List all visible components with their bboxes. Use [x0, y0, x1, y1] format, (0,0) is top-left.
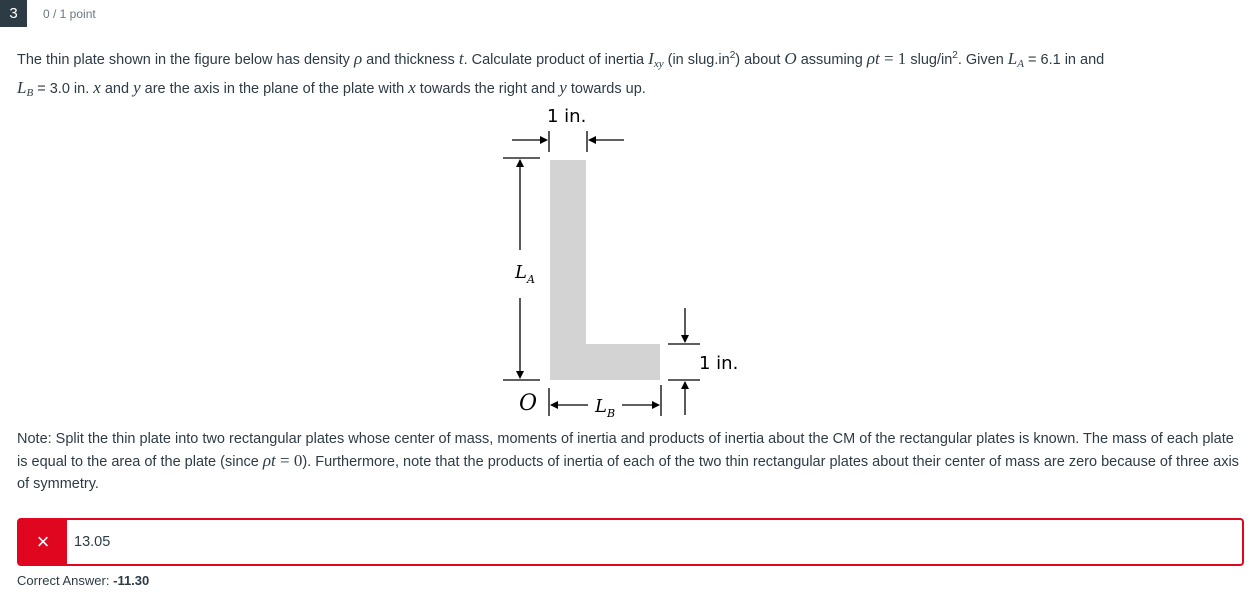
correct-answer	[17, 573, 149, 588]
answer-input[interactable]	[17, 518, 1244, 566]
question-number: 3	[0, 0, 27, 27]
points-label: 0 / 1 point	[43, 7, 96, 21]
correct-answer-value: -11.30	[113, 573, 150, 588]
lb-label: $L_B$	[595, 396, 616, 420]
correct-answer-label: Correct Answer:	[17, 573, 110, 588]
l-plate-figure	[500, 100, 750, 430]
right-width-label: 1 in.	[699, 353, 739, 374]
top-width-label: 1 in.	[547, 106, 587, 127]
l-plate	[550, 160, 660, 380]
close-icon: ×	[19, 520, 67, 564]
la-label: $L_A$	[515, 262, 535, 286]
question-text: The thin plate shown in the figure below has density ρ and thickness t. Calculate product of inertia $I_{xy}$ (in $slug.in^2$) about O assuming ρt = 1 slug/$in^2$. Given $L_A = 6.1$ in and $L_B = 3.0$ in. x and y are the axis in the plane of the plate with x towards the right and y towards up.	[17, 49, 1105, 99]
note-text: Note: Split the thin plate into two rectangular plates whose center of mass, moments of inertia and products of inertia about the CM of the rectangular plates is known. The mass of each plate is equal to the area of the plate (since ρt = 0). Furthermore, note that the products of inertia of each of the two thin rectangular plates about their center of mass are zero because of three axis of symmetry.	[17, 431, 1239, 492]
origin-label: O	[519, 391, 538, 416]
answer-value: 13.05	[74, 534, 111, 550]
